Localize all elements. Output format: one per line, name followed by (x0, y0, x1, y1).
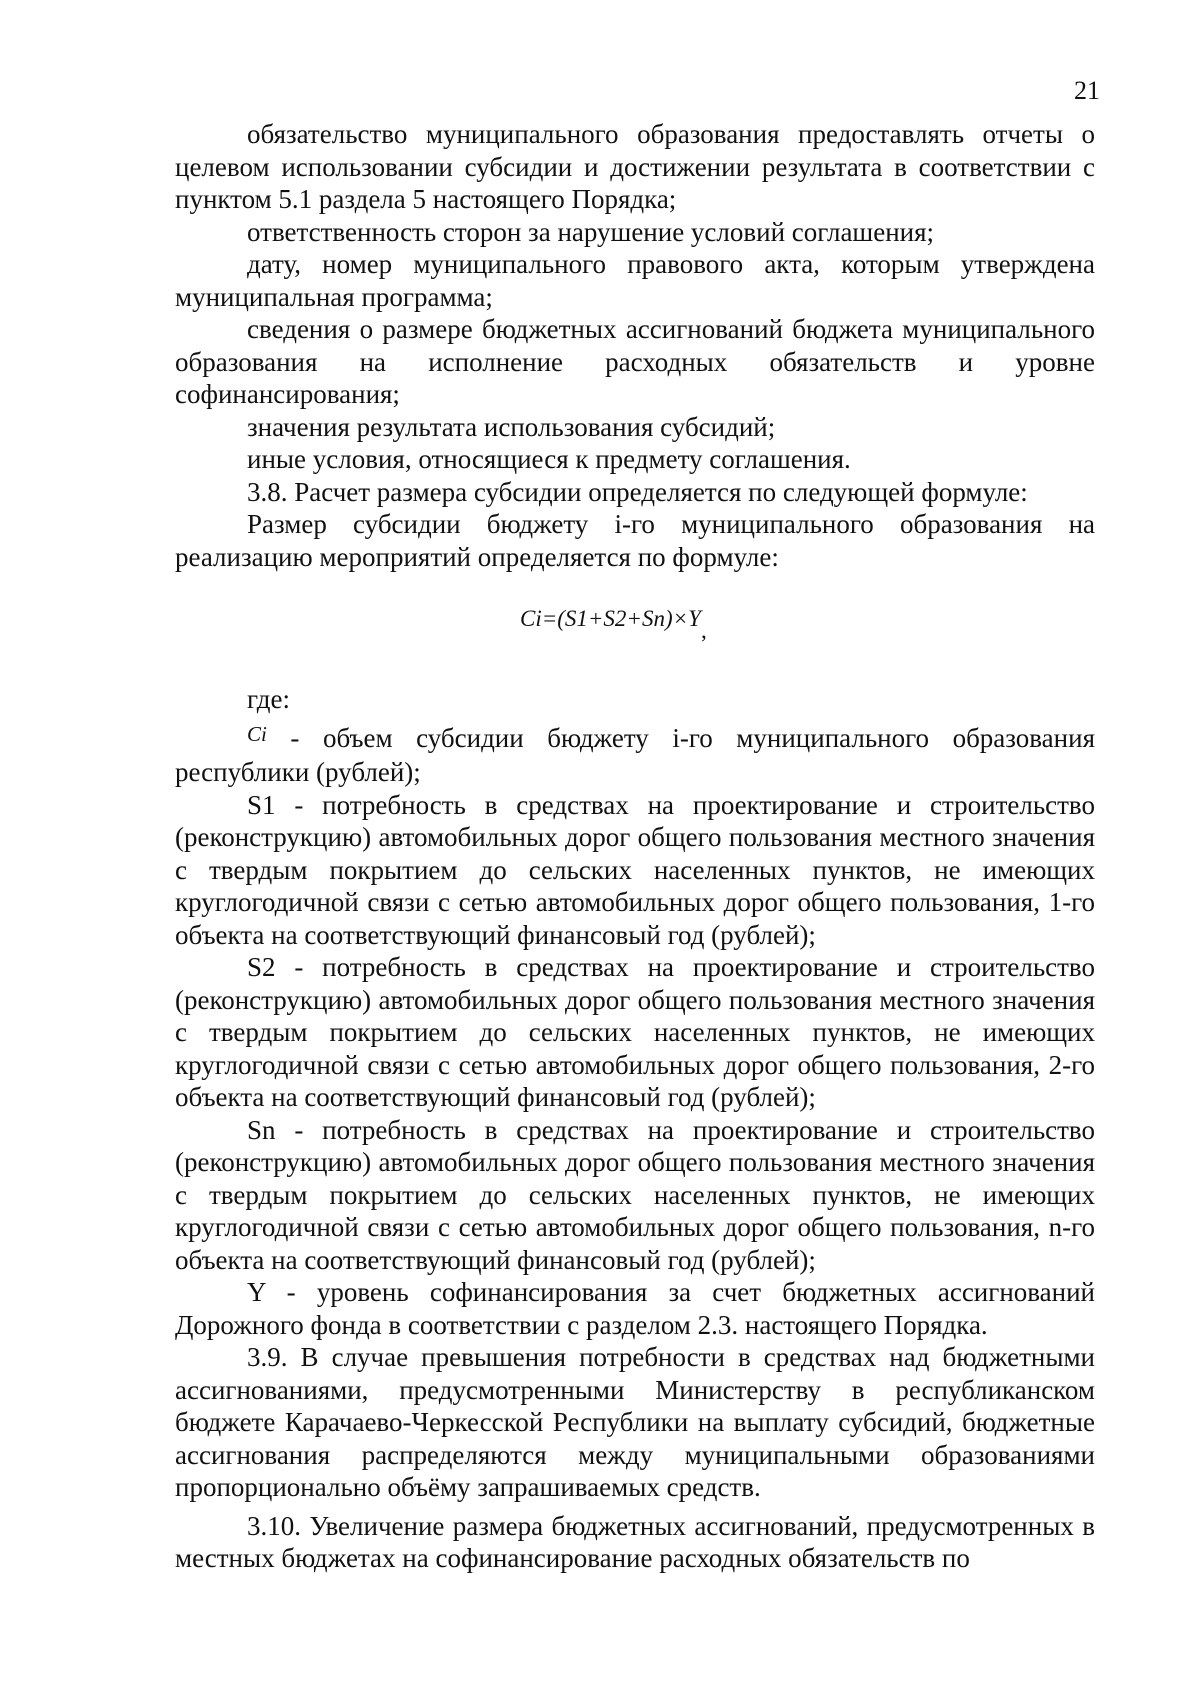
paragraph-other-conditions: иные условия, относящиеся к предмету соглашения. (247, 444, 851, 474)
paragraph-subsidy-size: Размер субсидии бюджету i-го муниципального образования на реализацию мероприятий определяется по формуле: (175, 509, 1095, 572)
paragraph-budget-info: сведения о размере бюджетных ассигнований бюджета муниципального образования на исполнение расходных обязательств и уровне софинансирования; (175, 314, 1095, 409)
symbol-ci: Ci (247, 721, 267, 746)
paragraph-section-3-8: 3.8. Расчет размера субсидии определяется по следующей формуле: (247, 476, 1028, 507)
definition-y: Y - уровень софинансирования за счет бюджетных ассигнований Дорожного фонда в соответствии с разделом 2.3. настоящего Порядка. (175, 1277, 1095, 1340)
page-number: 21 (1074, 76, 1100, 105)
definition-s1: S1 - потребность в средствах на проектирование и строительство (реконструкцию) автомобильных дорог общего пользования местного значения с твердым покрытием до сельских населенных пунктов, не имеющих круглогодичной связи с сетью автомобильных дорог общего пользования, 1-го объекта на соответствующий финансовый год (рублей); (175, 789, 1095, 950)
paragraph-section-3-10: 3.10. Увеличение размера бюджетных ассигнований, предусмотренных в местных бюджетах на софинансирование расходных обязательств по (175, 1510, 1095, 1573)
paragraph-report-obligation: обязательство муниципального образования предоставлять отчеты о целевом использовании субсидии и достижении результата в соответствии с пунктом 5.1 раздела 5 настоящего Порядка; (175, 119, 1095, 214)
paragraph-result-values: значения результата использования субсидий; (247, 411, 776, 442)
definition-ci-text: - объем субсидии бюджету i-го муниципального образования республики (рублей); (175, 722, 1095, 787)
formula-expression: Ci=(S1+S2+Sn)×Y (520, 606, 701, 631)
definition-s2: S2 - потребность в средствах на проектирование и строительство (реконструкцию) автомобильных дорог общего пользования местного значения с твердым покрытием до сельских населенных пунктов, не имеющих круглогодичной связи с сетью автомобильных дорог общего пользования, 2-го объекта на соответствующий финансовый год (рублей); (175, 952, 1095, 1112)
paragraph-section-3-9: 3.9. В случае превышения потребности в средствах над бюджетными ассигнованиями, предусмотренными Министерству в республиканском бюджете Карачаево-Черкесской Республики на выплату субсидий, бюджетные ассигнования распределяются между муниципальными образованиями пропорционально объёму запрашиваемых средств. (175, 1342, 1095, 1502)
subsidy-formula (175, 599, 1095, 643)
paragraph-responsibility: ответственность сторон за нарушение условий соглашения; (247, 216, 935, 247)
definition-sn: Sn - потребность в средствах на проектирование и строительство (реконструкцию) автомобильных дорог общего пользования местного значения с твердым покрытием до сельских населенных пунктов, не имеющих круглогодичной связи с сетью автомобильных дорог общего пользования, n-го объекта на соответствующий финансовый год (рублей); (175, 1114, 1095, 1275)
where-label: где: (247, 684, 290, 714)
document-body (175, 118, 1095, 1575)
definition-ci (175, 722, 1095, 789)
paragraph-legal-act: дату, номер муниципального правового акта, которым утверждена муниципальная программа; (175, 249, 1095, 312)
formula-punct: , (700, 618, 707, 643)
